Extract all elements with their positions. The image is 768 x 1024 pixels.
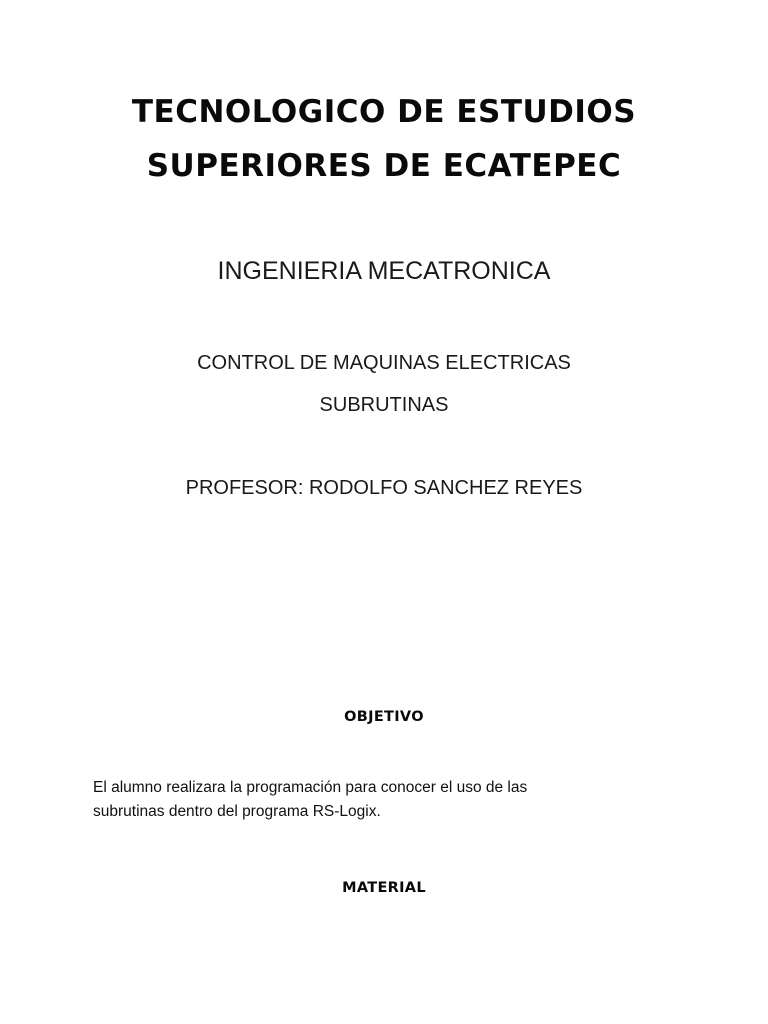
objective-heading: OBJETIVO bbox=[344, 709, 424, 725]
professor-name: PROFESOR: RODOLFO SANCHEZ REYES bbox=[185, 477, 583, 499]
topic-subtitle: SUBRUTINAS bbox=[319, 394, 449, 416]
objective-paragraph bbox=[93, 776, 693, 824]
objective-line-1: El alumno realizara la programación para conocer el uso de las bbox=[93, 779, 528, 796]
objective-line-2: subrutinas dentro del programa RS-Logix. bbox=[93, 803, 381, 820]
career-name: INGENIERIA MECATRONICA bbox=[217, 257, 551, 285]
institution-title-line-2: SUPERIORES DE ECATEPEC bbox=[146, 148, 622, 184]
subject-name: CONTROL DE MAQUINAS ELECTRICAS bbox=[197, 352, 571, 374]
material-heading: MATERIAL bbox=[342, 880, 426, 896]
institution-title-line-1: TECNOLOGICO DE ESTUDIOS bbox=[131, 94, 637, 130]
